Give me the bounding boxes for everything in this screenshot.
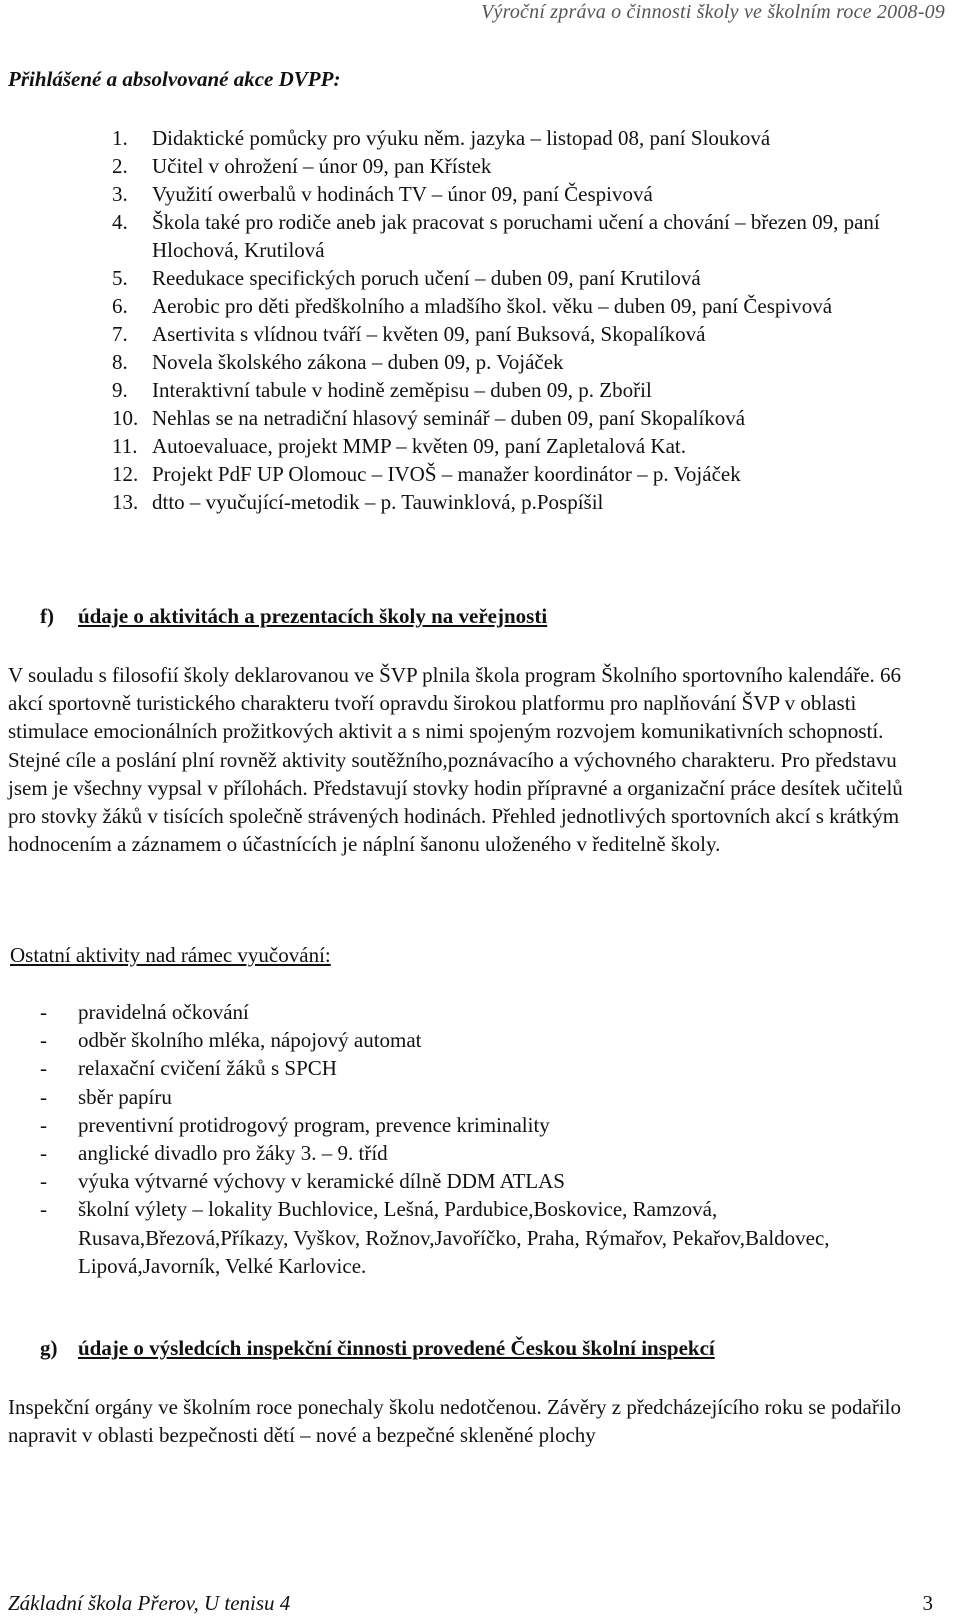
item-text: Škola také pro rodiče aneb jak pracovat s poruchami učení a chování – březen 09, paní Hlochová, Krutilová	[152, 210, 880, 262]
dash-bullet: -	[40, 1028, 47, 1053]
footer-school: Základní škola Přerov, U tenisu 4	[8, 1591, 291, 1615]
list-item	[112, 292, 942, 320]
list-item	[40, 1195, 920, 1280]
item-number: 13.	[112, 490, 139, 514]
item-number: 4.	[112, 210, 128, 234]
item-text: relaxační cvičení žáků s SPCH	[78, 1056, 337, 1081]
item-number: 8.	[112, 350, 128, 374]
list-item	[112, 376, 942, 404]
dvpp-title: Přihlášené a absolvované akce DVPP:	[8, 67, 341, 91]
item-text: anglické divadlo pro žáky 3. – 9. tříd	[78, 1141, 388, 1166]
list-item	[112, 432, 942, 460]
dash-bullet: -	[40, 1141, 47, 1166]
list-item	[40, 1083, 920, 1111]
list-item	[112, 124, 942, 152]
dash-bullet: -	[40, 1169, 47, 1194]
item-text: Aerobic pro děti předškolního a mladšího škol. věku – duben 09, paní Čespivová	[152, 294, 833, 318]
item-number: 2.	[112, 154, 128, 178]
dash-bullet: -	[40, 1197, 47, 1222]
list-item	[112, 488, 942, 516]
item-text: Interaktivní tabule v hodině zeměpisu – duben 09, p. Zbořil	[152, 378, 652, 402]
list-item	[40, 1111, 920, 1139]
section-g-paragraph: Inspekční orgány ve školním roce ponechaly školu nedotčenou. Závěry z předcházejícího roku se podařilo napravit v oblasti bezpečnosti dětí – nové a bezpečné skleněné plochy	[8, 1395, 901, 1448]
item-text: sběr papíru	[78, 1084, 172, 1109]
list-item	[112, 180, 942, 208]
list-item	[40, 1139, 920, 1167]
item-text: Učitel v ohrožení – únor 09, pan Křístek	[152, 154, 492, 178]
item-number: 10.	[112, 406, 139, 430]
item-text: preventivní protidrogový program, prevence kriminality	[78, 1112, 550, 1137]
item-number: 6.	[112, 294, 128, 318]
list-item	[112, 208, 942, 264]
item-text: Využití owerbalů v hodinách TV – únor 09, paní Čespivová	[152, 182, 653, 206]
section-letter: f)	[40, 604, 54, 628]
list-item	[40, 1054, 920, 1082]
dash-bullet: -	[40, 1084, 47, 1109]
dash-bullet: -	[40, 1112, 47, 1137]
item-text: školní výlety – lokality Buchlovice, Lešná, Pardubice,Boskovice, Ramzová, Rusava,Březová,Příkazy, Vyškov, Rožnov,Javoříčko, Praha, Rýmařov, Pekařov,Baldovec, Lipová,Javorník, Velké Karlovice.	[78, 1197, 830, 1278]
item-text: pravidelná očkování	[78, 1000, 249, 1024]
item-text: Reedukace specifických poruch učení – duben 09, paní Krutilová	[152, 266, 701, 290]
list-item	[40, 1026, 920, 1054]
list-item	[40, 998, 920, 1026]
item-text: Didaktické pomůcky pro výuku něm. jazyka – listopad 08, paní Slouková	[152, 126, 771, 150]
item-number: 3.	[112, 182, 128, 206]
section-title: údaje o výsledcích inspekční činnosti provedené Českou školní inspekcí	[78, 1336, 715, 1360]
item-number: 9.	[112, 378, 128, 402]
other-activities-list	[40, 998, 920, 1280]
dash-bullet: -	[40, 1056, 47, 1081]
item-text: dtto – vyučující-metodik – p. Tauwinklová, p.Pospíšil	[152, 490, 604, 514]
list-item	[112, 460, 942, 488]
section-f-paragraph: V souladu s filosofií školy deklarovanou ve ŠVP plnila škola program Školního sportovního kalendáře. 66 akcí sportovně turistického charakteru tvoří opravdu širokou platformu pro naplňování ŠVP v oblasti stimulace emocionálních prožitkových aktivit a s nimi spojeným rozvojem komunikativních schopností. Stejné cíle a poslání plní rovněž aktivity soutěžního,poznávacího a výchovného charakteru. Pro představu jsem je všechny vypsal v přílohách. Představují stovky hodin přípravné a organizační práce desítek učitelů pro stovky žáků v tisících společně strávených hodinách. Přehled jednotlivých sportovních akcí s krátkým hodnocením a záznamem o účastnících je náplní šanonu uloženého v ředitelně školy.	[8, 663, 903, 857]
list-item	[112, 348, 942, 376]
item-text: Novela školského zákona – duben 09, p. Vojáček	[152, 350, 564, 374]
section-title: údaje o aktivitách a prezentacích školy na veřejnosti	[78, 604, 548, 628]
item-number: 11.	[112, 434, 138, 458]
page-number: 3	[922, 1591, 933, 1615]
list-item	[112, 152, 942, 180]
other-activities-title: Ostatní aktivity nad rámec vyučování:	[10, 943, 331, 967]
list-item	[40, 1167, 920, 1195]
item-text: Nehlas se na netradiční hlasový seminář – duben 09, paní Skopalíková	[152, 406, 746, 430]
item-number: 12.	[112, 462, 139, 486]
page-header: Výroční zpráva o činnosti školy ve školním roce 2008-09	[481, 1, 945, 23]
list-item	[112, 264, 942, 292]
dash-bullet: -	[40, 1000, 47, 1024]
section-f-heading	[40, 603, 547, 629]
list-item	[112, 404, 942, 432]
item-number: 1.	[112, 126, 128, 150]
item-text: odběr školního mléka, nápojový automat	[78, 1028, 422, 1053]
list-item	[112, 320, 942, 348]
item-text: Autoevaluace, projekt MMP – květen 09, paní Zapletalová Kat.	[152, 434, 686, 458]
item-number: 5.	[112, 266, 128, 290]
section-g-heading	[40, 1335, 715, 1361]
item-number: 7.	[112, 322, 128, 346]
item-text: Asertivita s vlídnou tváří – květen 09, paní Buksová, Skopalíková	[152, 322, 706, 346]
section-letter: g)	[40, 1336, 58, 1360]
item-text: Projekt PdF UP Olomouc – IVOŠ – manažer koordinátor – p. Vojáček	[152, 462, 741, 486]
dvpp-list	[112, 124, 942, 516]
item-text: výuka výtvarné výchovy v keramické dílně DDM ATLAS	[78, 1169, 565, 1194]
